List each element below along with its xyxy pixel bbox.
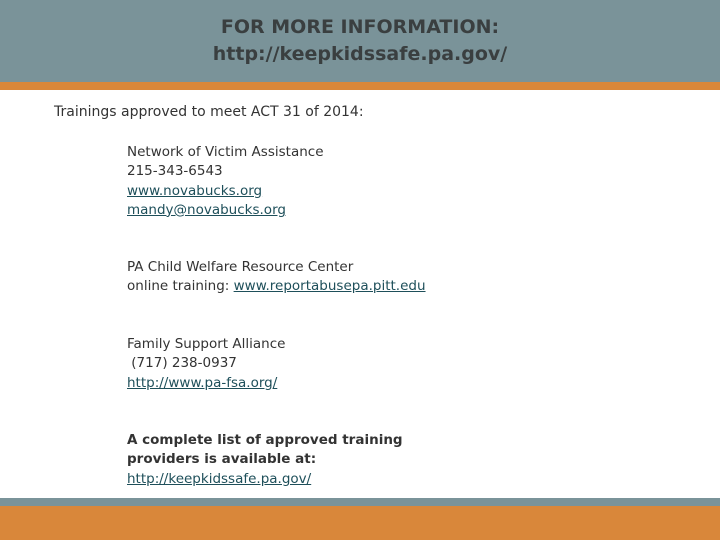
online-training-label: online training: — [127, 278, 234, 295]
header-url: http://keepkidssafe.pa.gov/ — [212, 43, 508, 65]
complete-list — [127, 431, 403, 489]
complete-list-link[interactable]: http://keepkidssafe.pa.gov/ — [127, 470, 312, 487]
footer-gray-stripe — [0, 498, 720, 506]
provider-name: Family Support Alliance — [127, 336, 286, 352]
provider-pacwrc — [127, 258, 426, 297]
provider-phone: (717) 238-0937 — [127, 355, 237, 372]
provider-email-link[interactable]: mandy@novabucks.org — [127, 201, 286, 218]
provider-phone: 215-343-6543 — [127, 163, 223, 180]
intro-text: Trainings approved to meet ACT 31 of 2014: — [54, 104, 364, 120]
provider-website-link[interactable]: www.novabucks.org — [127, 182, 263, 199]
complete-list-line2: providers is available at: — [127, 451, 317, 468]
header-banner — [0, 0, 720, 82]
provider-website-link[interactable]: http://www.pa-fsa.org/ — [127, 374, 278, 391]
provider-name: PA Child Welfare Resource Center — [127, 259, 354, 275]
footer-bar — [0, 506, 720, 540]
provider-website-link[interactable]: www.reportabusepa.pitt.edu — [233, 278, 426, 295]
provider-nova — [127, 143, 324, 220]
provider-name: Network of Victim Assistance — [127, 144, 324, 160]
header-title: FOR MORE INFORMATION: — [220, 16, 500, 38]
provider-fsa — [127, 335, 285, 393]
header-accent-stripe — [0, 82, 720, 90]
complete-list-line1: A complete list of approved training — [127, 432, 403, 448]
